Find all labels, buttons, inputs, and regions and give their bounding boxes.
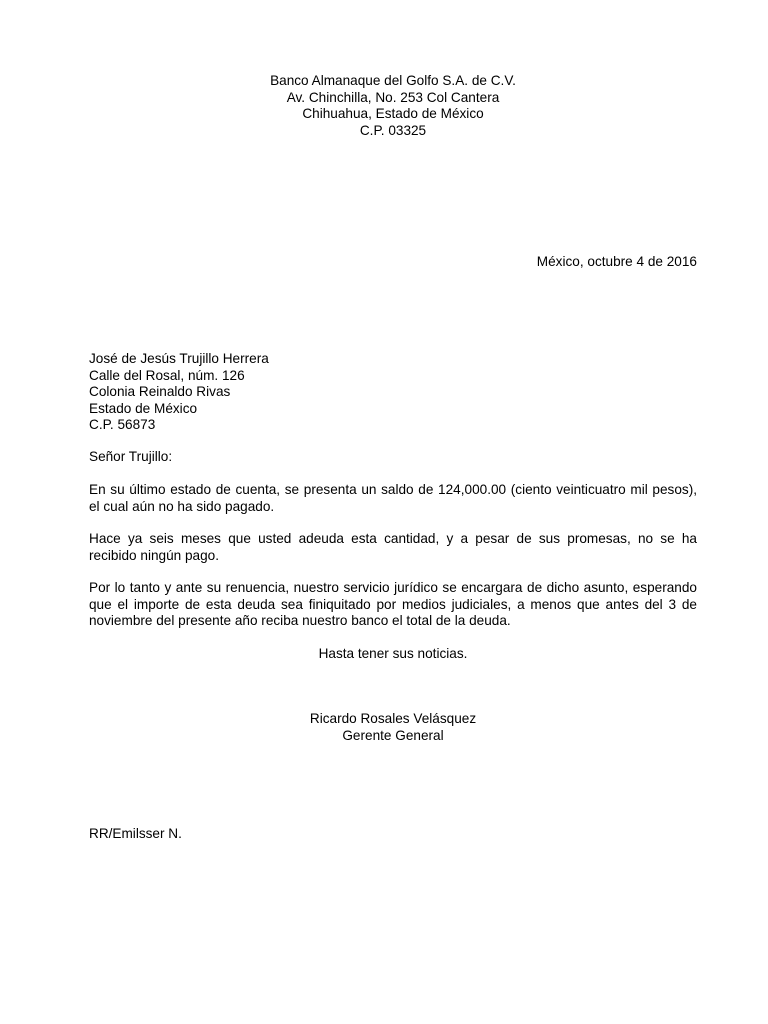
recipient-state: Estado de México <box>89 400 198 416</box>
sender-postal-code: C.P. 03325 <box>359 122 427 138</box>
signer-title: Gerente General <box>342 727 444 743</box>
salutation: Señor Trujillo: <box>89 449 173 464</box>
paragraph-line: En su último estado de cuenta, se presenta un saldo de 124,000.00 (ciento veinticuatro mil pesos), <box>89 482 697 497</box>
signer-name: Ricardo Rosales Velásquez <box>309 711 477 726</box>
recipient-street: Calle del Rosal, núm. 126 <box>89 367 245 383</box>
body-paragraph-3 <box>89 580 697 630</box>
paragraph-line: noviembre del presente año reciba nuestro banco el total de la deuda. <box>89 613 511 628</box>
reference-initials: RR/Emilsser N. <box>89 826 182 841</box>
body-paragraph-1 <box>89 482 697 515</box>
recipient-address <box>89 351 697 434</box>
recipient-colony: Colonia Reinaldo Rivas <box>89 384 231 399</box>
recipient-name: José de Jesús Trujillo Herrera <box>89 351 269 366</box>
paragraph-line: el cual aún no ha sido pagado. <box>89 498 275 514</box>
sender-street: Av. Chinchilla, No. 253 Col Cantera <box>286 89 500 105</box>
body-paragraph-2 <box>89 531 697 564</box>
signature-block <box>89 711 697 744</box>
letter-date: México, octubre 4 de 2016 <box>536 254 697 269</box>
recipient-postal-code: C.P. 56873 <box>89 417 156 432</box>
sender-name: Banco Almanaque del Golfo S.A. de C.V. <box>270 73 516 88</box>
closing-phrase: Hasta tener sus noticias. <box>318 646 468 661</box>
paragraph-line: Hace ya seis meses que usted adeuda esta cantidad, y a pesar de sus promesas, no se ha <box>89 531 697 546</box>
paragraph-line: que el importe de esta deuda sea finiquitado por medios judiciales, a menos que antes del 3 de <box>89 596 697 612</box>
paragraph-line: Por lo tanto y ante su renuencia, nuestro servicio jurídico se encargara de dicho asunto, esperando <box>89 580 697 595</box>
paragraph-line: recibido ningún pago. <box>89 547 219 563</box>
sender-city: Chihuahua, Estado de México <box>302 106 484 121</box>
sender-letterhead <box>89 73 697 139</box>
